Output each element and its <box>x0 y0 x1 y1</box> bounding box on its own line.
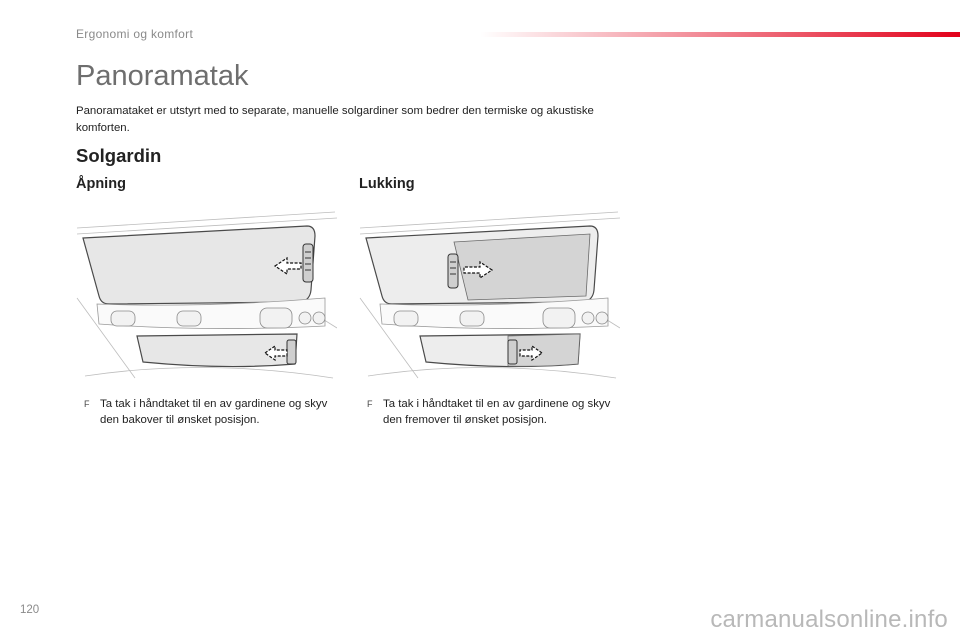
illustration-opening <box>75 208 337 386</box>
instruction-opening <box>84 396 334 428</box>
header-accent-bar <box>480 32 960 37</box>
illustration-closing <box>358 208 620 386</box>
instruction-closing <box>367 396 617 428</box>
sunroof-opening-drawing <box>75 208 337 386</box>
bullet-marker: F <box>84 399 90 409</box>
intro-paragraph: Panoramataket er utstyrt med to separate, manuelle solgardiner som bedrer den termiske og akustiske komforten. <box>76 105 594 134</box>
section-header: Ergonomi og komfort <box>76 27 194 41</box>
section-subtitle: Solgardin <box>76 145 162 166</box>
watermark: carmanualsonline.info <box>710 606 948 633</box>
heading-opening: Åpning <box>76 176 126 192</box>
instruction-text: Ta tak i håndtaket til en av gardinene og skyv den fremover til ønsket posisjon. <box>383 398 611 426</box>
heading-closing: Lukking <box>359 176 415 192</box>
bullet-marker: F <box>367 399 373 409</box>
page-number: 120 <box>20 604 40 616</box>
page-title: Panoramatak <box>76 60 249 92</box>
sunroof-closing-drawing <box>358 208 620 386</box>
instruction-text: Ta tak i håndtaket til en av gardinene og skyv den bakover til ønsket posisjon. <box>100 398 328 426</box>
